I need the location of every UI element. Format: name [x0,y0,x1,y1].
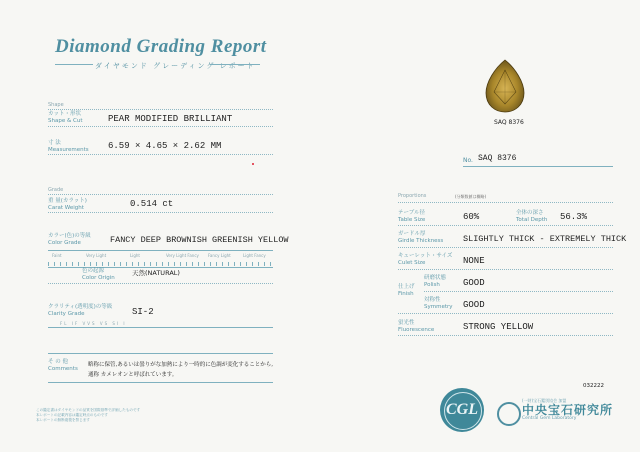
fluorescence-value: STRONG YELLOW [463,322,534,332]
table-size-value: 60% [463,212,480,222]
color-label-ja: カラー(色)の等級 [48,233,91,239]
measurements-value: 6.59 × 4.65 × 2.62 MM [108,141,222,151]
culet-label-en: Culet Size [398,259,426,266]
report-no-label: No. [463,157,473,164]
divider [48,382,273,383]
divider [48,353,273,354]
carat-label [48,198,87,211]
color-value: FANCY DEEP BROWNISH GREENISH YELLOW [110,235,289,245]
measurements-label [48,140,89,153]
color-scale-label: Fancy Light [208,253,231,258]
total-depth-value: 56.3% [560,212,588,222]
table-size-label [398,210,425,223]
comments-text [88,360,273,380]
polish-value: GOOD [463,278,485,288]
grade-section-label: Grade [48,187,64,193]
comments-line: 通称 カメレオンと呼ばれています。 [88,372,178,378]
divider [398,269,613,270]
divider [48,126,273,127]
culet-label-ja: キューレット・サイズ [398,253,453,259]
fluorescence-label-en: Fluorescence [398,326,435,333]
shape-value: PEAR MODIFIED BRILLIANT [108,114,233,124]
table-size-label-en: Table Size [398,216,426,223]
clarity-label-ja: クラリティ(透明度)の等級 [48,304,113,310]
girdle-label-ja: ガードル厚 [398,231,426,237]
total-depth-label [516,210,547,223]
comments-line: 略称に保管,あるいは曇りがな加熱により一時的に色調が変化することから, [88,362,273,368]
footer-note: 本レポートの記載内容は鑑定時点のものです [36,413,108,417]
divider [398,335,613,336]
girdle-label [398,231,443,244]
footer-note: この鑑定書はダイヤモンドの品質を国際基準で評価したものです [36,408,141,412]
clarity-scale: FL IF VVS VS SI I [60,321,127,326]
proportions-section-label: Proportions [398,193,427,199]
title-rule-left [55,64,93,65]
table-size-label-ja: テーブル径 [398,210,426,216]
footer-note: 本レポートの無断複製を禁じます [36,418,90,422]
color-scale-label: Very Light Fancy [166,253,199,258]
finish-label-en: Finish [398,290,414,297]
color-scale-label: Very Light [86,253,107,258]
color-scale-label: Faint [52,253,62,258]
culet-label [398,253,452,266]
polish-label-ja: 研磨状態 [424,275,447,281]
stone-id: SAQ 8376 [494,119,524,126]
divider [398,313,613,314]
clarity-label [48,304,112,317]
comments-label-ja: そ の 他 [48,359,68,365]
color-label-en: Color Grade [48,239,81,246]
serial-number: 032222 [583,383,604,389]
report-subtitle: ダイヤモンド グレーディング レポート [95,62,256,70]
red-dot [252,163,254,165]
color-scale-ticks [48,262,273,266]
polish-label-en: Polish [424,281,440,288]
lab-name-en: Central Gem Laboratory [522,416,577,421]
shape-section-label: Shape [48,102,64,108]
lab-affiliation: (一財)宝石鑑別協会 加盟 [522,398,567,403]
cgl-seal-text: CGL [446,401,478,418]
finish-label [398,284,415,297]
shape-label [48,111,83,124]
divider [424,291,613,292]
divider [48,212,273,213]
measurements-label-en: Measurements [48,146,89,153]
finish-label-ja: 仕上げ [398,284,415,290]
carat-label-ja: 重 量(カラット) [48,198,87,204]
polish-label [424,275,446,288]
divider [463,166,613,167]
divider [48,154,273,155]
divider [48,109,273,110]
symmetry-label-en: Symmetry [424,303,453,310]
fluorescence-label [398,320,434,333]
carat-value: 0.514 ct [130,199,174,209]
divider [48,283,273,284]
footer-notes [36,408,276,423]
color-origin-label-ja: 色の起源 [82,268,105,274]
color-origin-value: 天然(NATURAL) [132,269,180,277]
measurements-label-ja: 寸 法 [48,140,61,146]
divider [398,247,613,248]
symmetry-label-ja: 対称性 [424,297,441,303]
divider [398,202,613,203]
divider [48,327,273,328]
color-scale-label: Light [130,253,140,258]
carat-label-en: Carat Weight [48,204,84,211]
divider [48,194,273,195]
title-rule-right [210,64,260,65]
lab-logo-icon [497,402,521,426]
clarity-label-en: Clarity Grade [48,310,85,317]
report-no-value: SAQ 8376 [478,154,517,163]
color-scale-label: Light Fancy [243,253,266,258]
shape-label-en: Shape & Cut [48,117,83,124]
proportions-note: (分類数値は概略) [455,194,487,199]
girdle-value: SLIGHTLY THICK - EXTREMELY THICK [463,234,627,244]
lab-name: 中央宝石研究所 [522,403,614,417]
color-label [48,233,91,246]
color-origin-label-en: Color Origin [82,274,115,281]
diamond-photo-icon [484,58,526,114]
shape-label-ja: カット・形状 [48,111,81,117]
divider [398,225,613,226]
color-origin-label [82,268,115,281]
girdle-label-en: Girdle Thickness [398,237,444,244]
culet-value: NONE [463,256,485,266]
symmetry-value: GOOD [463,300,485,310]
total-depth-label-en: Total Depth [516,216,548,223]
clarity-value: SI-2 [132,307,154,317]
comments-label-en: Comments [48,365,78,372]
fluorescence-label-ja: 蛍光性 [398,320,415,326]
symmetry-label [424,297,453,310]
report-title: Diamond Grading Report [55,36,267,57]
total-depth-label-ja: 全体の深さ [516,210,544,216]
comments-label [48,359,78,372]
